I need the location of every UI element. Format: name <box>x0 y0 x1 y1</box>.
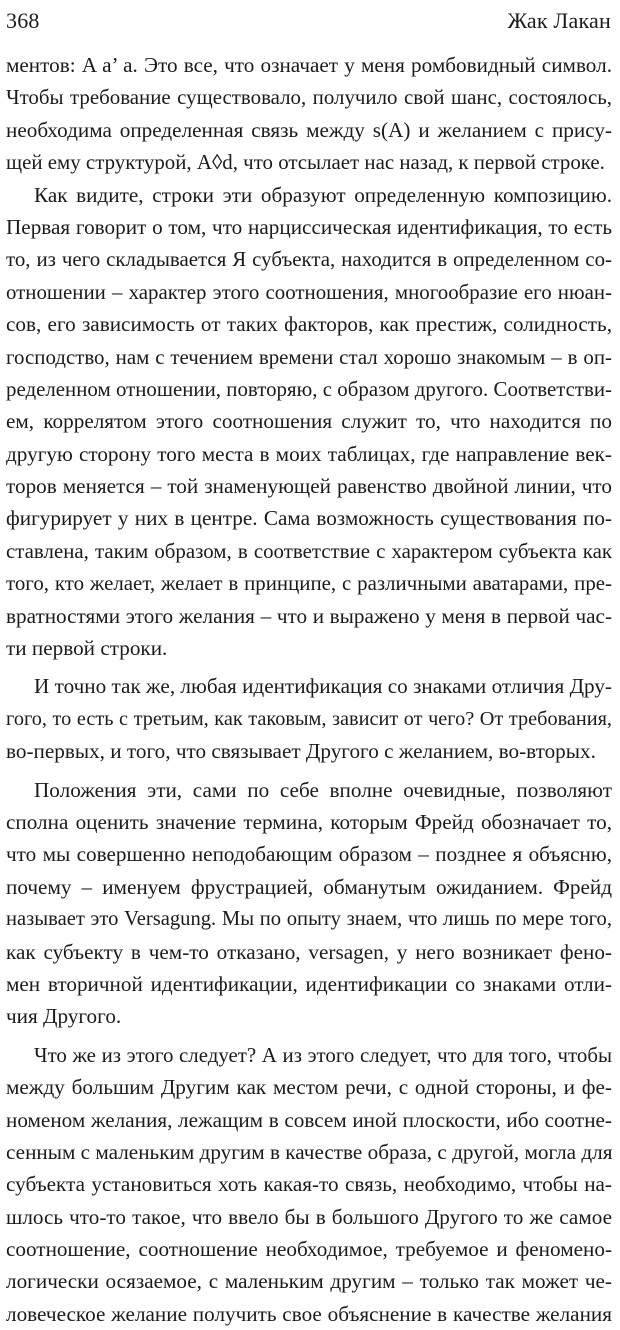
page-number: 368 <box>6 8 40 33</box>
text-line: во-первых, и того, что связывает Другого с желанием, во-вторых. <box>6 739 596 764</box>
text-line: сполна оценить значение термина, которым Фрейд обозначает то, <box>6 809 612 834</box>
text-line: ментов: A a’ a. Это все, что означает у меня ромбовидный символ. <box>6 53 612 77</box>
text-line: гого, то есть с третьим, как таковым, зависит от чего? От требования, <box>6 707 612 730</box>
text-line: сов, его зависимость от таких факторов, как престиж, солидность, <box>6 312 612 337</box>
text-line: ловеческое желание получить свое объяснение в качестве желания <box>6 1301 612 1326</box>
text-line: И точно так же, любая идентификация со знаками отличия Дру- <box>34 674 612 699</box>
text-line: номеном желания, лежащим в совсем иной плоскости, ибо соотне- <box>6 1107 612 1132</box>
text-line: господство, нам с течением времени стал хорошо знакомым – в оп- <box>6 344 612 369</box>
text-line: сенным с маленьким другим в качестве образа, с другой, могла для <box>6 1139 612 1164</box>
text-line: Чтобы требование существовало, получило свой шанс, состоялось, <box>6 85 612 110</box>
text-line: логически осязаемое, с маленьким другим – только так может че- <box>6 1269 612 1294</box>
text-line: шлось что-то такое, что ввело бы в большого Другого то же самое <box>6 1204 612 1229</box>
text-line: щей ему структурой, A◊d, что отсылает нас назад, к первой строке. <box>6 150 605 175</box>
text-line: вратностями этого желания – что и выражено у меня в первой час- <box>6 603 612 628</box>
text-line: необходима определенная связь между s(A) и желанием с прису- <box>6 117 612 142</box>
paragraph <box>6 179 612 665</box>
text-line: отношении – характер этого соотношения, многообразие его нюан- <box>6 279 612 304</box>
text-line: ределенном отношении, повторяю, с образом другого. Соответстви- <box>6 376 612 401</box>
text-line: то, из чего складывается Я субъекта, находится в определенном со- <box>6 247 612 272</box>
text-line: что мы совершенно неподобающим образом – позднее я объясню, <box>6 842 612 867</box>
text-line: ти первой строки. <box>6 636 168 661</box>
text-line: другую сторону того места в моих таблицах, где направление век- <box>6 441 612 466</box>
text-line: Как видите, строки эти образуют определенную композицию. <box>34 182 612 207</box>
text-line: Что же из этого следует? А из этого следует, что для того, чтобы <box>34 1042 612 1067</box>
page-header <box>6 8 611 42</box>
text-line: Первая говорит о том, что нарциссическая идентификация, то есть <box>6 214 612 239</box>
paragraph <box>6 1039 612 1330</box>
text-line: соотношение, соотношение необходимое, требуемое и феномено- <box>6 1237 612 1262</box>
text-line: чия Другого. <box>6 1004 122 1029</box>
text-line: как субъекту в чем-то отказано, versagen, у него возникает фено- <box>6 939 612 964</box>
running-title: Жак Лакан <box>507 8 611 33</box>
paragraph <box>6 49 612 179</box>
text-line: Положения эти, сами по себе вполне очевидные, позволяют <box>34 777 612 802</box>
text-line: называет это Versagung. Мы по опыту знаем, что лишь по мере того, <box>6 908 612 931</box>
text-line: ставлена, таким образом, в соответствие с характером субъекта как <box>6 538 612 563</box>
paragraph <box>6 670 612 767</box>
text-line: почему – именуем фрустрацией, обманутым ожиданием. Фрейд <box>6 874 612 899</box>
paragraph <box>6 774 612 1033</box>
text-line: торов меняется – той знаменующей равенство двойной линии, что <box>6 474 612 499</box>
text-line: того, кто желает, желает в принципе, с различными аватарами, пре- <box>6 571 612 596</box>
text-line: ем, коррелятом этого соотношения служит то, что находится по <box>6 409 612 434</box>
text-line: субъекта установиться хоть какая-то связь, необходимо, чтобы на- <box>6 1172 612 1197</box>
text-line: мен вторичной идентификации, идентификации со знаками отли- <box>6 971 612 996</box>
text-line: между большим Другим как местом речи, с одной стороны, и фе- <box>6 1075 612 1100</box>
page-body <box>6 49 612 1330</box>
text-line: фигурирует у них в центре. Сама возможность существования по- <box>6 506 612 531</box>
